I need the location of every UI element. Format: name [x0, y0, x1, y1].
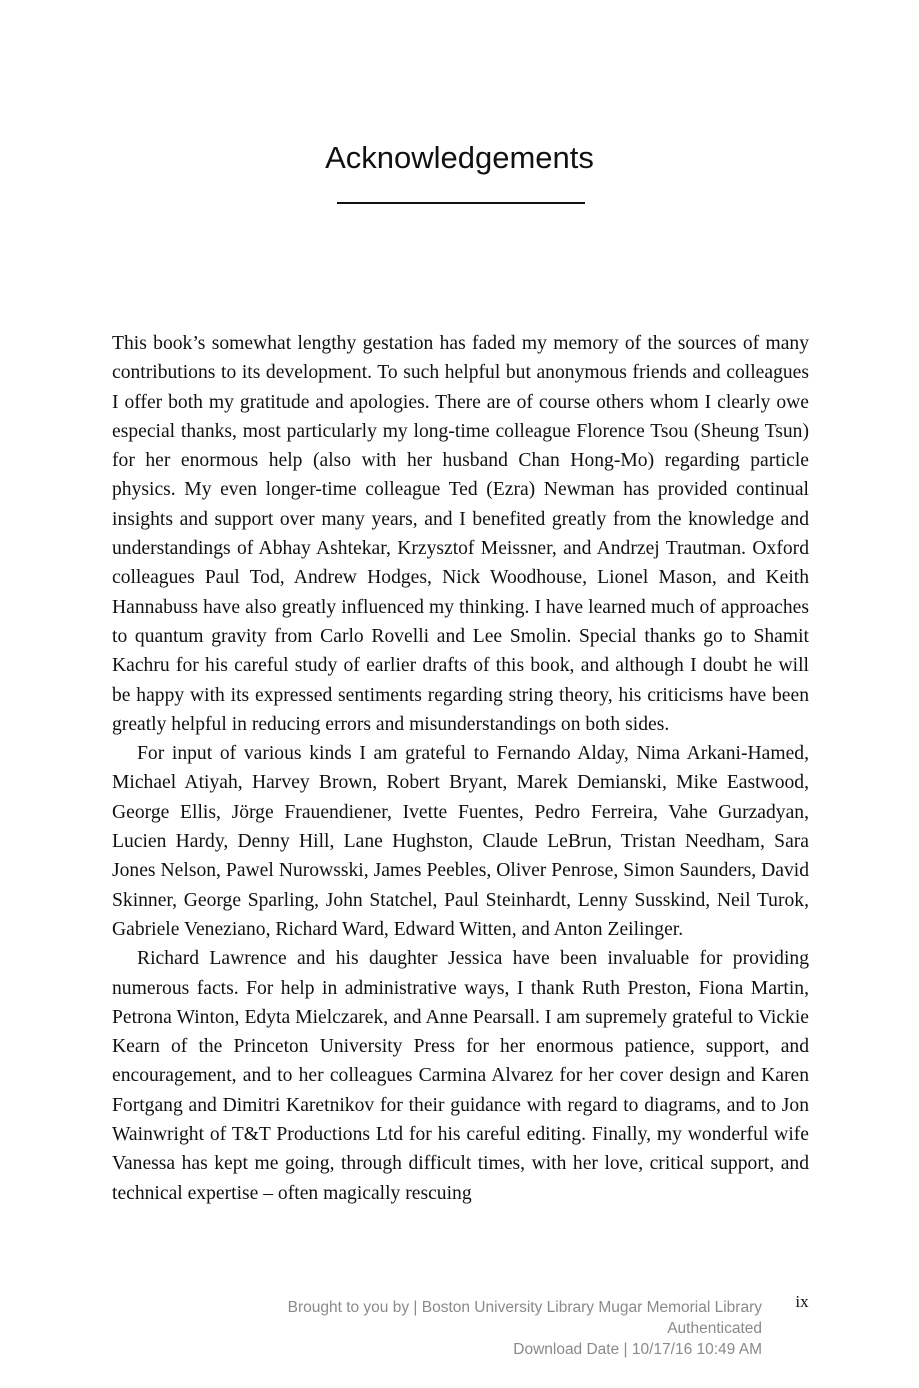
paragraph-1: This book’s somewhat lengthy gestation has faded my memory of the sources of many contributions to its development. To such helpful but anonymous friends and colleagues I offer both my gratitude and apologies. There are of course others whom I clearly owe especial thanks, most particularly my long-time colleague Florence Tsou (Sheung Tsun) for her enormous help (also with her husband Chan Hong-Mo) regarding particle physics. My even longer-time colleague Ted (Ezra) Newman has provided continual insights and support over many years, and I benefited greatly from the knowledge and understandings of Abhay Ashtekar, Krzysztof Meissner, and Andrzej Trautman. Oxford colleagues Paul Tod, Andrew Hodges, Nick Woodhouse, Lionel Mason, and Keith Hannabuss have also greatly influenced my thinking. I have learned much of approaches to quantum gravity from Carlo Rovelli and Lee Smolin. Special thanks go to Shamit Kachru for his careful study of earlier drafts of this book, and although I doubt he will be happy with its expressed sentiments regarding string theory, his criticisms have been greatly helpful in reducing errors and misunderstandings on both sides. [112, 333, 809, 735]
paragraph-3: Richard Lawrence and his daughter Jessica have been invaluable for providing numerous facts. For help in administrative ways, I thank Ruth Preston, Fiona Martin, Petrona Winton, Edyta Mielczarek, and Anne Pearsall. I am supremely grateful to Vickie Kearn of the Princeton University Press for her enormous patience, support, and encouragement, and to her colleagues Carmina Alvarez for her cover design and Karen Fortgang and Dimitri Karetnikov for their guidance with regard to diagrams, and to Jon Wainwright of T&T Productions Ltd for his careful editing. Finally, my wonderful wife Vanessa has kept me going, through difficult times, with her love, critical support, and technical expertise – often magically rescuing [112, 948, 809, 1204]
footer-source-line: Brought to you by | Boston University Library Mugar Memorial Library [287, 1299, 762, 1316]
chapter-title: Acknowledgements [325, 140, 594, 175]
acknowledgements-body [112, 329, 809, 1208]
footer-date-line: Download Date | 10/17/16 10:49 AM [513, 1341, 762, 1358]
title-underline [337, 202, 585, 204]
footer-auth-line: Authenticated [667, 1320, 762, 1337]
paragraph-2: For input of various kinds I am grateful to Fernando Alday, Nima Arkani-Hamed, Michael Atiyah, Harvey Brown, Robert Bryant, Marek Demianski, Mike Eastwood, George Ellis, Jörge Frauendiener, Ivette Fuentes, Pedro Ferreira, Vahe Gurzadyan, Lucien Hardy, Denny Hill, Lane Hughston, Claude LeBrun, Tristan Needham, Sara Jones Nelson, Pawel Nurowsski, James Peebles, Oliver Penrose, Simon Saunders, David Skinner, George Sparling, John Statchel, Paul Steinhardt, Lenny Susskind, Neil Turok, Gabriele Veneziano, Richard Ward, Edward Witten, and Anton Zeilinger. [112, 743, 809, 940]
download-footer [200, 1297, 762, 1360]
page-number: ix [795, 1292, 809, 1311]
